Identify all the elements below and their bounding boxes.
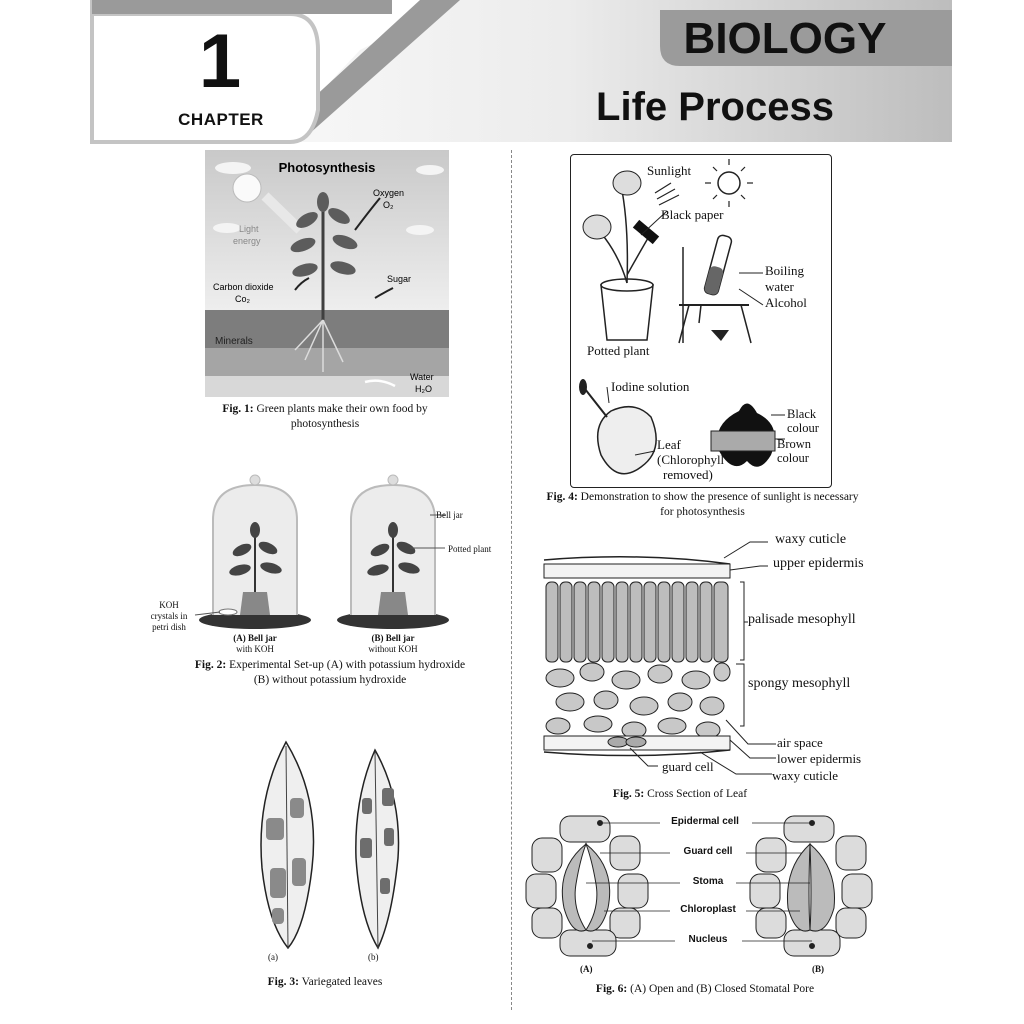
fig1-co2: Co₂ (235, 294, 250, 304)
subject-title: BIOLOGY (683, 14, 887, 63)
chapter-number: 1 (198, 19, 242, 104)
stoma-open (526, 816, 648, 956)
fig5-waxy-cuticle-lower: waxy cuticle (772, 768, 839, 783)
fig3-caption (200, 975, 450, 990)
fig2-caption-line1: Experimental Set-up (A) with potassium hydroxide (229, 659, 466, 671)
fig2-a-label (215, 633, 295, 655)
fig3-b-label: (b) (368, 952, 379, 962)
stomatal-pore-illustration (520, 808, 890, 978)
fig2-b-label (353, 633, 433, 655)
fig6-caption (540, 982, 870, 997)
fig2-koh-label (140, 600, 198, 633)
fig5-caption-text: Cross Section of Leaf (647, 788, 748, 800)
chapter-label: CHAPTER (178, 110, 264, 129)
fig3-a-label: (a) (268, 952, 278, 962)
fig4-black-colour (787, 407, 819, 435)
fig2-b-line2: without KOH (368, 644, 418, 654)
fig6-caption-text: (A) Open and (B) Closed Stomatal Pore (630, 983, 815, 995)
fig4-leaf-line1: Leaf (657, 437, 681, 452)
fig6-chloroplast: Chloroplast (680, 904, 736, 915)
fig4-black-line1: Black (787, 407, 817, 421)
fig1-light: Light (239, 224, 259, 234)
fig4-iodine: Iodine solution (611, 379, 690, 394)
fig4-leaf-line2: (Chlorophyll (657, 452, 725, 467)
fig5-waxy-cuticle: waxy cuticle (775, 532, 847, 547)
fig1-h2o: H₂O (415, 384, 432, 394)
fig1-energy: energy (233, 236, 261, 246)
fig1-sugar: Sugar (387, 274, 412, 284)
fig2-potted-plant-label: Potted plant (448, 544, 492, 554)
figure-1 (205, 150, 449, 397)
figure-2 (140, 470, 510, 660)
fig4-sunlight: Sunlight (647, 163, 692, 178)
sun-icon (705, 159, 753, 207)
fig2-koh-line2: crystals in (150, 611, 188, 621)
potted-plant (583, 171, 659, 340)
fig5-caption-number: Fig. 5: (612, 788, 645, 800)
fig4-leaf-line3: removed) (663, 467, 713, 482)
fig5-air-space: air space (777, 735, 823, 750)
fig1-co2-label: Carbon dioxide (213, 282, 274, 292)
fig4-black-line2: colour (787, 421, 819, 435)
fig1-water: Water (410, 372, 434, 382)
fig1-oxygen: Oxygen (373, 188, 405, 198)
page-header (0, 0, 1024, 150)
fig4-alcohol: Alcohol (765, 295, 807, 310)
fig4-boiling: Boiling (765, 263, 805, 278)
bell-jar-b (337, 475, 449, 629)
fig1-caption-number: Fig. 1: (222, 403, 254, 415)
fig2-caption-number: Fig. 2: (194, 659, 227, 671)
fig2-bell-jar-label: Bell jar (436, 510, 463, 520)
fig1-caption (190, 402, 460, 432)
fig2-koh-line3: petri dish (152, 622, 186, 632)
fig4-brown-line1: Brown (777, 437, 812, 451)
bell-jar-a (195, 475, 311, 629)
fig1-caption-line2: photosynthesis (290, 418, 360, 430)
variegated-leaves-illustration (250, 738, 420, 968)
boiling-apparatus (679, 234, 751, 343)
fig6-a-label: (A) (580, 964, 593, 974)
fig2-caption-line2: (B) without potassium hydroxide (253, 674, 407, 686)
fig2-a-line2: with KOH (236, 644, 274, 654)
fig6-guard: Guard cell (683, 846, 733, 857)
fig4-brown-colour (777, 437, 811, 465)
fig2-koh-line1: KOH (159, 600, 179, 610)
fig4-black-paper: Black paper (661, 207, 724, 222)
fig3-caption-text: Variegated leaves (301, 976, 383, 988)
fig4-water: water (765, 279, 794, 294)
fig3-caption-number: Fig. 3: (267, 976, 299, 988)
leaf-a (261, 742, 314, 948)
leaf-b (356, 750, 399, 948)
fig5-guard-cell: guard cell (662, 759, 714, 774)
column-divider (511, 150, 512, 1010)
figure-4 (570, 154, 832, 488)
fig4-leaf-label (657, 437, 724, 482)
fig1-minerals: Minerals (215, 336, 253, 347)
fig2-caption (160, 658, 500, 688)
fig6-b-label: (B) (812, 964, 824, 974)
chapter-title: Life Process (596, 85, 834, 129)
fig5-caption (560, 787, 800, 802)
stoma-closed (750, 816, 872, 956)
fig6-stoma: Stoma (692, 876, 724, 887)
fig5-upper-epidermis: upper epidermis (773, 556, 864, 571)
fig5-palisade: palisade mesophyll (748, 612, 856, 627)
photosynthesis-illustration (205, 150, 449, 397)
fig4-brown-line2: colour (777, 451, 809, 465)
fig4-caption-number: Fig. 4: (546, 491, 578, 503)
fig1-caption-line1: Green plants make their own food by (256, 403, 428, 415)
fig4-caption-line1: Demonstration to show the presence of sunlight is necessary (580, 491, 859, 503)
fig4-caption (525, 490, 880, 520)
fig5-spongy: spongy mesophyll (748, 676, 851, 691)
fig6-caption-number: Fig. 6: (595, 983, 628, 995)
figure-6 (520, 808, 890, 978)
fig4-caption-line2: for photosynthesis (660, 506, 745, 518)
fig6-nucleus: Nucleus (688, 934, 728, 945)
figure-3 (250, 738, 420, 968)
fig1-title: Photosynthesis (278, 160, 376, 175)
figure-5 (540, 530, 890, 788)
fig2-b-line1: (B) Bell jar (371, 633, 415, 643)
fig2-a-line1: (A) Bell jar (233, 633, 277, 643)
fig6-epidermal: Epidermal cell (671, 816, 739, 827)
fig1-o2: O₂ (383, 200, 394, 210)
fig5-lower-epidermis: lower epidermis (777, 751, 862, 766)
fig4-potted-plant: Potted plant (587, 343, 650, 358)
